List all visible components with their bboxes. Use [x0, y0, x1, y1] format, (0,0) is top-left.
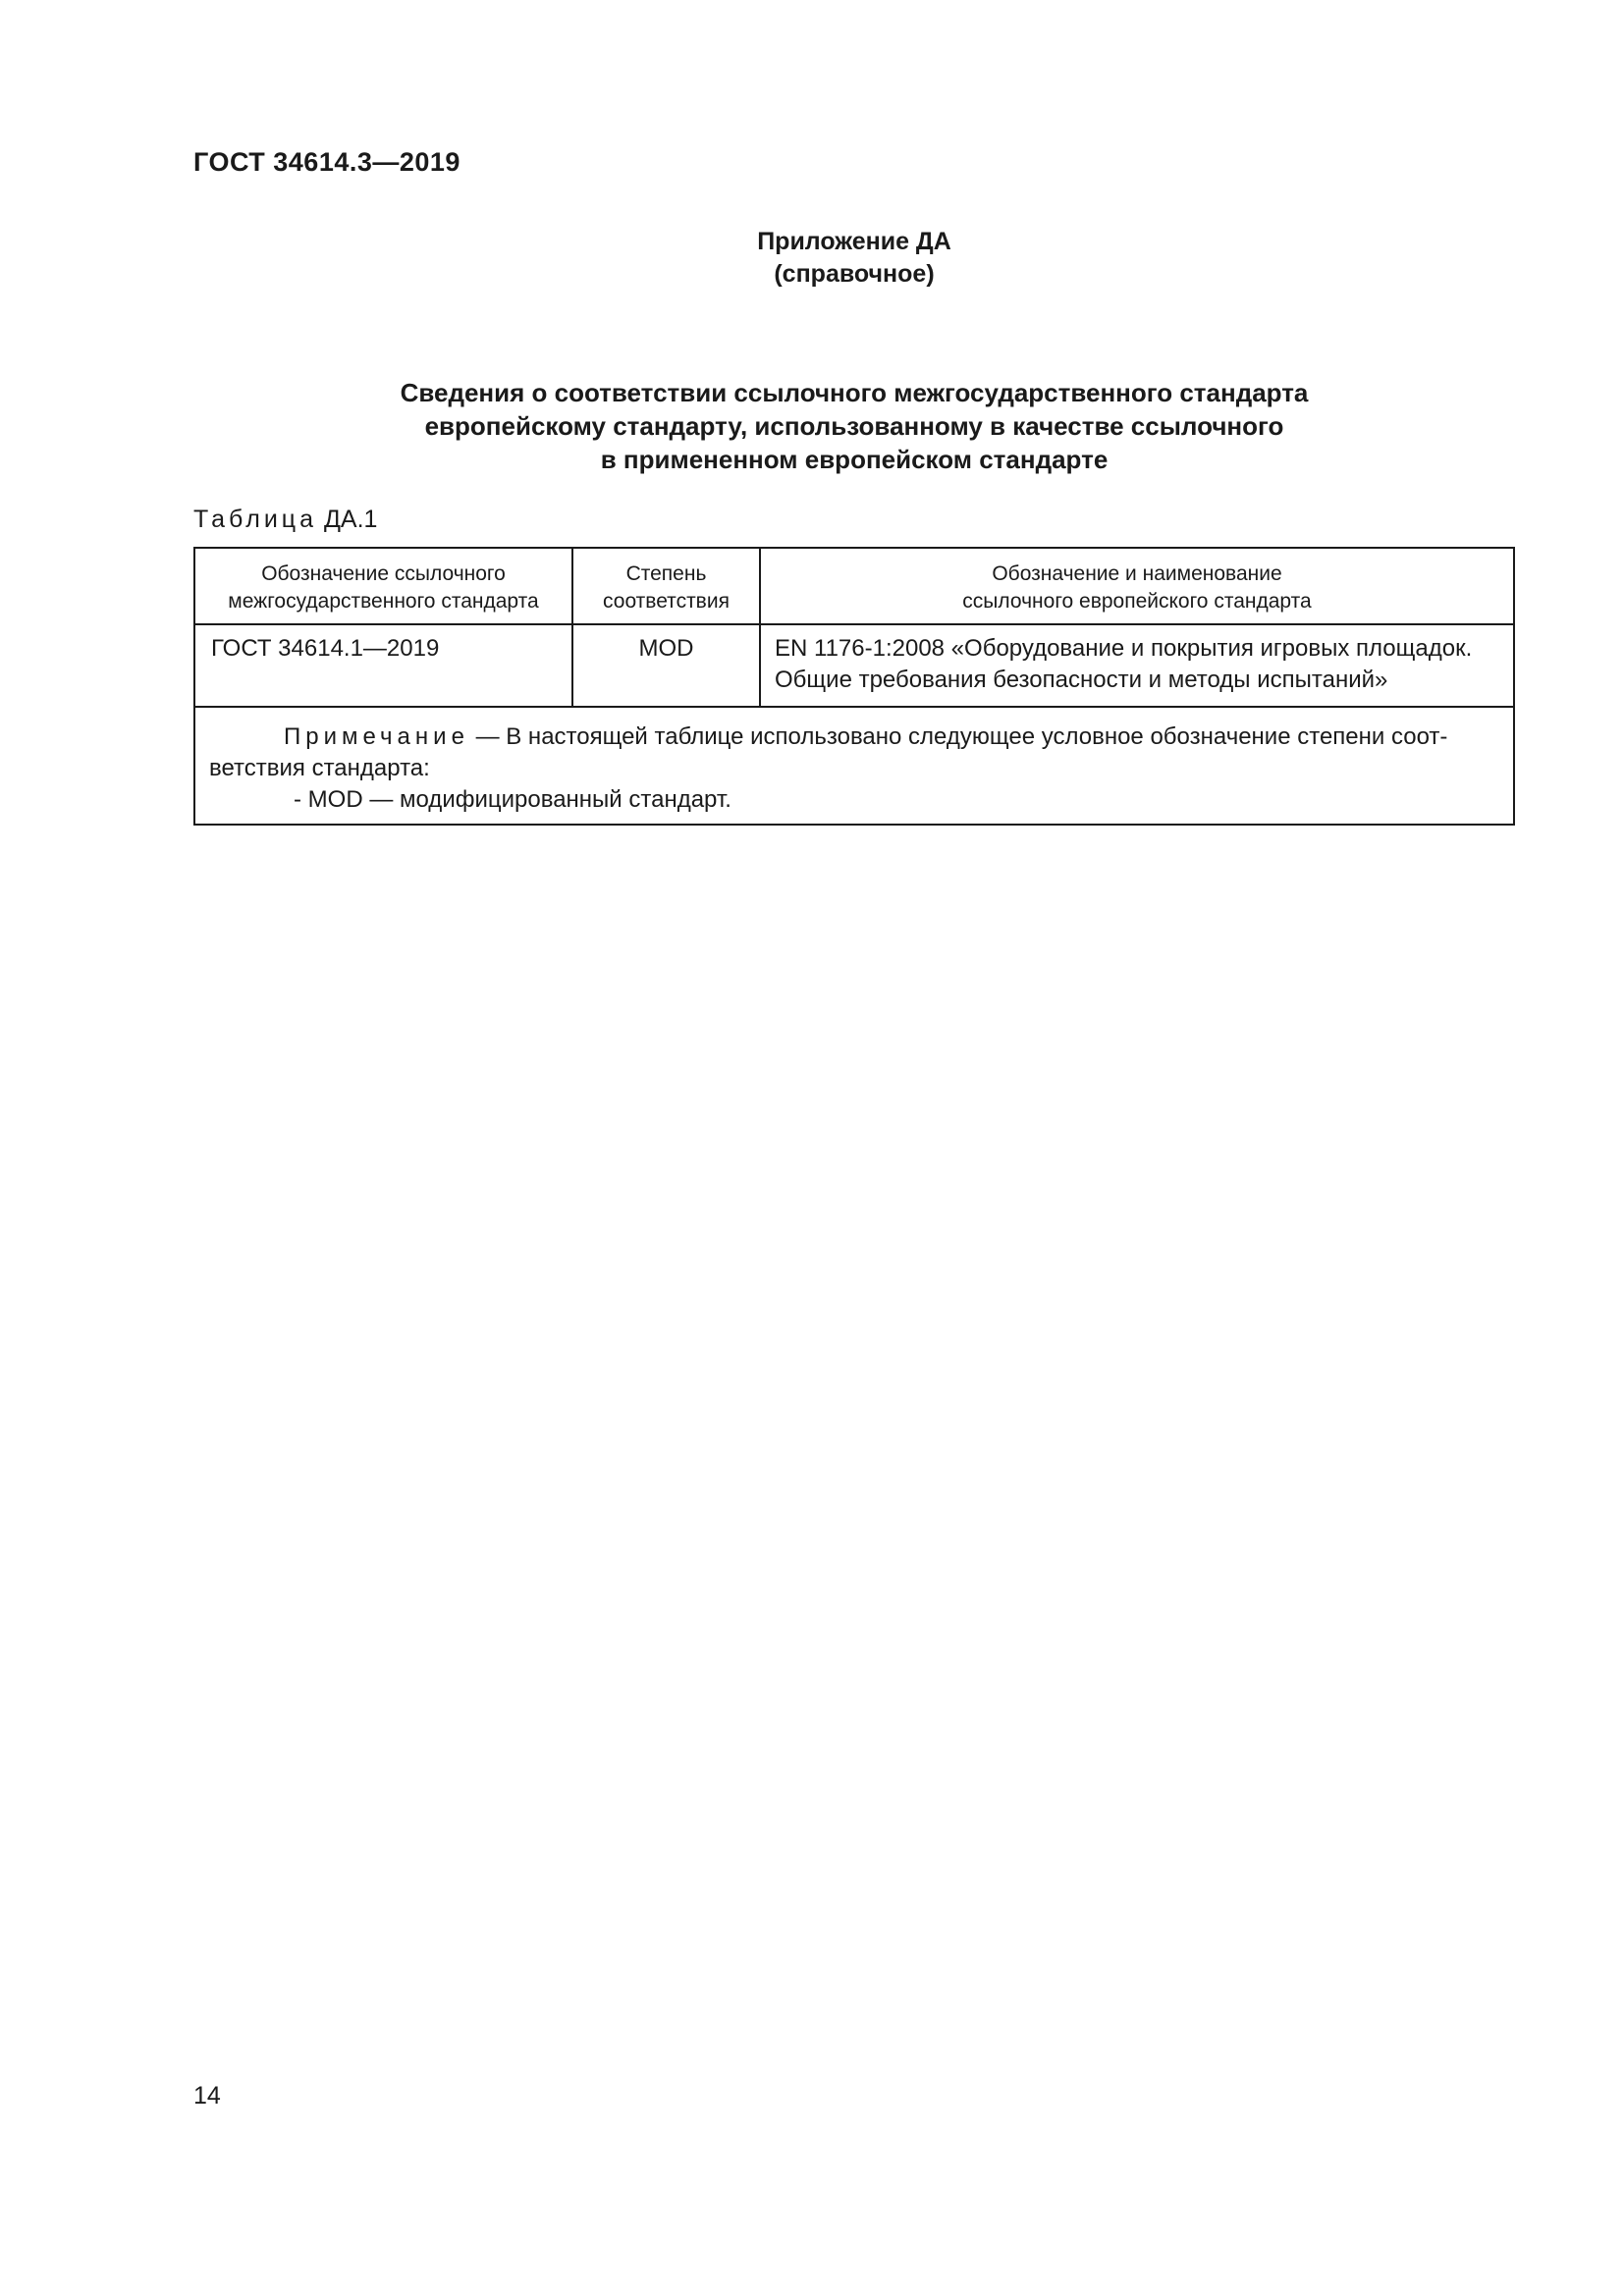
appendix-title: Приложение ДА	[757, 228, 951, 255]
note-line	[209, 721, 1497, 753]
title-line: Сведения о соответствии ссылочного межгосударственного стандарта	[400, 378, 1309, 407]
cell-degree: MOD	[572, 624, 760, 707]
appendix-type: (справочное)	[774, 260, 935, 288]
header-european-standard: Обозначение и наименование ссылочного европейского стандарта	[760, 548, 1514, 624]
table-note	[194, 707, 1514, 825]
correspondence-table	[193, 547, 1515, 826]
table-caption-prefix: Таблица	[193, 506, 318, 533]
title-line: европейскому стандарту, использованному в качестве ссылочного	[424, 411, 1284, 441]
note-text: — В настоящей таблице использовано следующее условное обозначение степени соот-	[468, 723, 1448, 750]
title-line: в примененном европейском стандарте	[600, 445, 1109, 474]
table-caption	[193, 506, 377, 534]
appendix-heading	[0, 226, 1624, 291]
note-item: - MOD — модифицированный стандарт.	[294, 786, 731, 813]
page-number: 14	[193, 2082, 221, 2109]
header-interstate-standard: Обозначение ссылочного межгосударственного стандарта	[194, 548, 572, 624]
note-line: ветствия стандарта:	[209, 755, 430, 781]
table-row	[194, 624, 1514, 707]
table-caption-number: ДА.1	[317, 506, 378, 533]
document-code: ГОСТ 34614.3—2019	[193, 147, 460, 177]
cell-standard: ГОСТ 34614.1—2019	[194, 624, 572, 707]
table-header-row	[194, 548, 1514, 624]
header-degree: Степень соответствия	[572, 548, 760, 624]
section-title	[0, 376, 1624, 476]
table-note-row	[194, 707, 1514, 825]
cell-european: EN 1176-1:2008 «Оборудование и покрытия игровых площадок. Общие требования безопасности и методы испытаний»	[760, 624, 1514, 707]
note-label: Примечание	[284, 723, 469, 750]
